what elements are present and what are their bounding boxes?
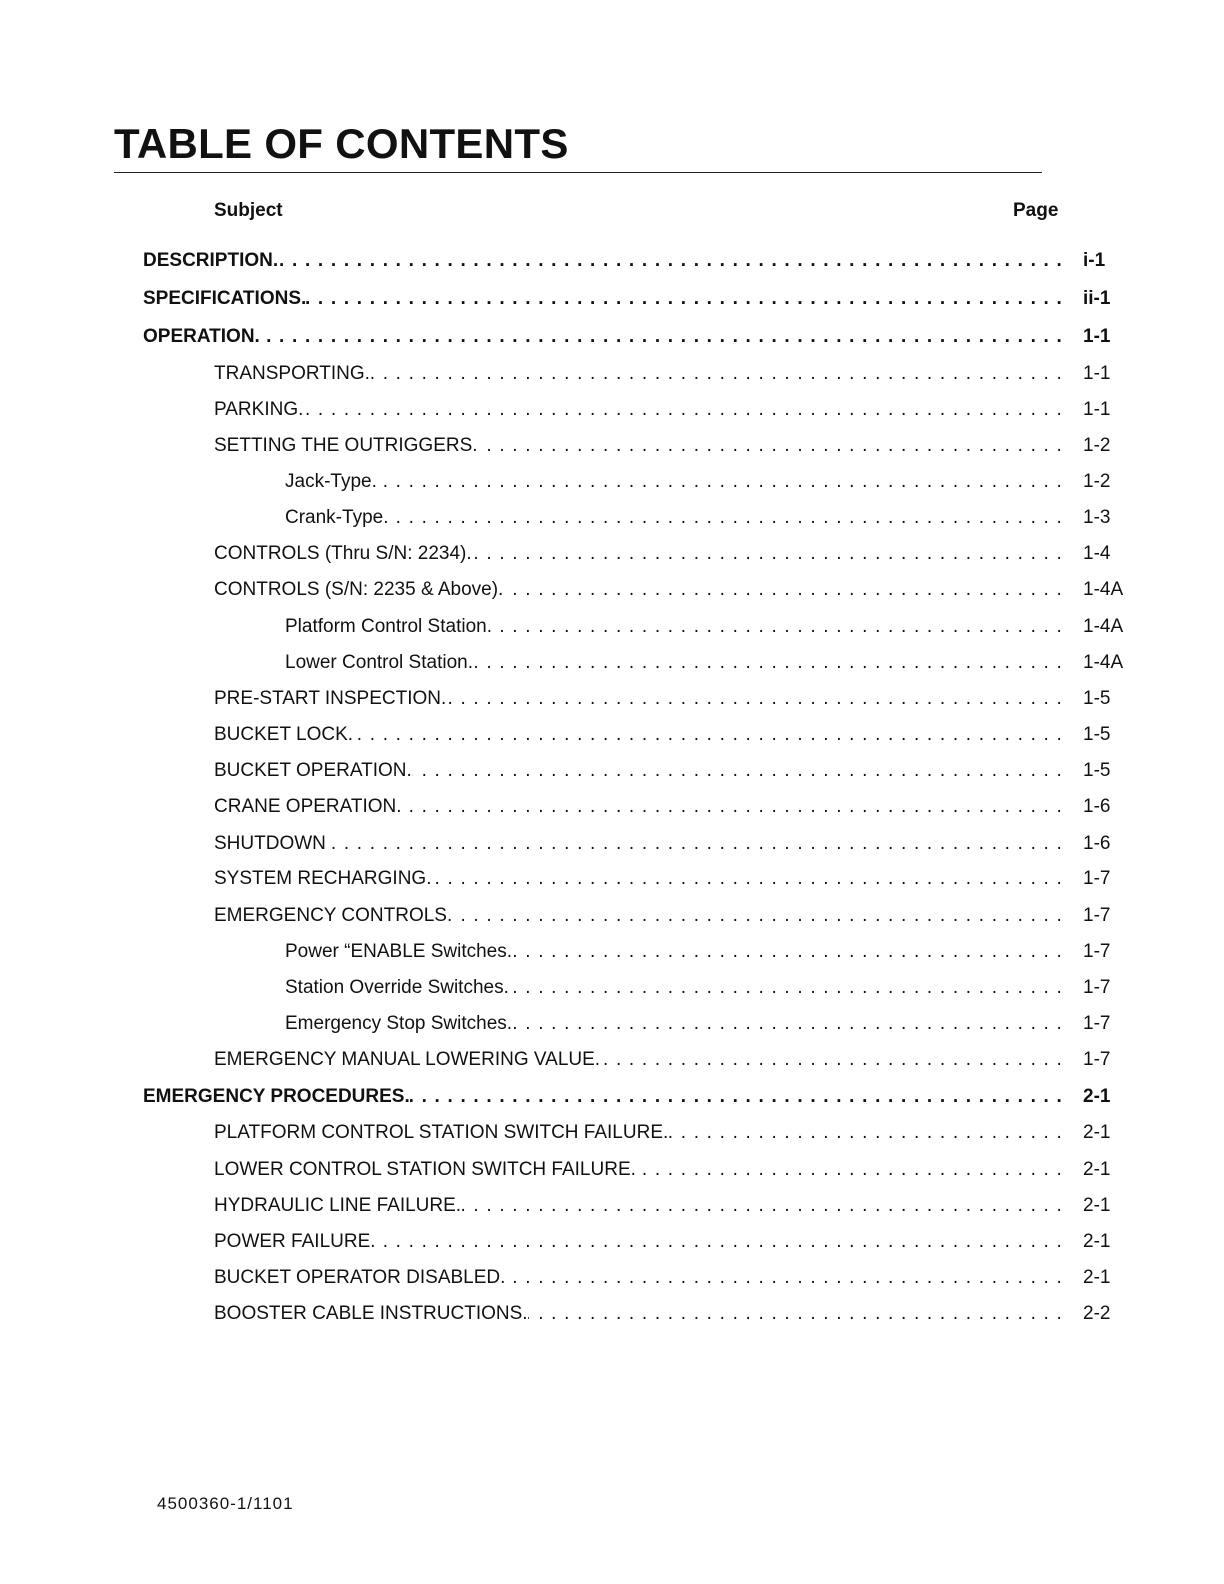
toc-entry-page: 1-4A: [1083, 652, 1124, 673]
dot-leader: [492, 614, 1063, 640]
toc-entry-label: CONTROLS (S/N: 2235 & Above).: [214, 579, 504, 600]
toc-entry[interactable]: [214, 1157, 1143, 1183]
toc-entry-page: 1-4A: [1083, 579, 1124, 600]
toc-entry-label: PARKING.: [214, 399, 304, 420]
dot-leader: [412, 758, 1063, 784]
toc-entry-label: Platform Control Station.: [285, 616, 492, 637]
toc-entry-label: SPECIFICATIONS.: [143, 288, 307, 309]
toc-entry-label: OPERATION.: [143, 326, 260, 347]
toc-entry[interactable]: [143, 324, 1143, 350]
toc-entry-label: EMERGENCY MANUAL LOWERING VALUE.: [214, 1049, 601, 1070]
toc-entry-label: BUCKET OPERATION.: [214, 760, 412, 781]
dot-leader: [278, 248, 1063, 274]
toc-entry-label: HYDRAULIC LINE FAILURE.: [214, 1195, 462, 1216]
dot-leader: [503, 577, 1063, 603]
toc-entry-label: EMERGENCY CONTROLS.: [214, 905, 453, 926]
toc-entry-label: Crank-Type.: [285, 507, 389, 528]
toc-entry-page: 1-7: [1083, 868, 1111, 889]
toc-entry[interactable]: [214, 722, 1143, 748]
toc-entry-page: 1-7: [1083, 977, 1111, 998]
toc-entry-label: Power “ENABLE Switches.: [285, 941, 513, 962]
dot-leader: [509, 975, 1063, 1001]
dot-leader: [377, 469, 1063, 495]
toc-entry-label: Station Override Switches.: [285, 977, 509, 998]
toc-entry-page: 1-1: [1083, 363, 1111, 384]
dot-leader: [512, 1011, 1063, 1037]
toc-entry[interactable]: [214, 1301, 1143, 1327]
toc-entry[interactable]: [143, 1084, 1143, 1110]
dot-leader: [512, 939, 1063, 965]
dot-leader: [353, 722, 1063, 748]
toc-entry[interactable]: [285, 505, 1143, 531]
toc-entry[interactable]: [214, 541, 1143, 567]
toc-entry-page: i-1: [1083, 250, 1106, 271]
document-number: 4500360-1/1101: [157, 1494, 294, 1513]
toc-entry[interactable]: [214, 686, 1143, 712]
toc-entry-page: 2-1: [1083, 1159, 1111, 1180]
toc-entry[interactable]: [285, 614, 1143, 640]
toc-entry-page: ii-1: [1083, 288, 1111, 309]
toc-entry[interactable]: [214, 866, 1143, 892]
toc-entry-page: 1-2: [1083, 435, 1111, 456]
subject-column-header: Subject: [214, 200, 283, 221]
dot-leader: [260, 324, 1063, 350]
toc-entry-label: PLATFORM CONTROL STATION SWITCH FAILURE.: [214, 1122, 669, 1143]
dot-leader: [303, 397, 1063, 423]
dot-leader: [370, 361, 1063, 387]
toc-entry[interactable]: [214, 758, 1143, 784]
dot-leader: [668, 1120, 1063, 1146]
toc-entry[interactable]: [285, 975, 1143, 1001]
toc-entry[interactable]: [214, 1193, 1143, 1219]
toc-entry-page: 1-1: [1083, 399, 1111, 420]
toc-entry-label: Emergency Stop Switches.: [285, 1013, 513, 1034]
toc-entry-label: CONTROLS (Thru S/N: 2234).: [214, 543, 472, 564]
dot-leader: [326, 831, 1063, 857]
toc-entry-label: TRANSPORTING.: [214, 363, 370, 384]
toc-entry-page: 1-7: [1083, 1013, 1111, 1034]
toc-entry-label: PRE-START INSPECTION.: [214, 688, 447, 709]
toc-entry[interactable]: [214, 433, 1143, 459]
toc-entry[interactable]: [285, 939, 1143, 965]
toc-entry-label: DESCRIPTION.: [143, 250, 279, 271]
toc-entry[interactable]: [285, 469, 1143, 495]
toc-entry[interactable]: [214, 1047, 1143, 1073]
toc-entry-page: 1-4A: [1083, 616, 1124, 637]
dot-leader: [306, 286, 1063, 312]
toc-entry-page: 1-5: [1083, 760, 1111, 781]
toc-entry-page: 1-5: [1083, 688, 1111, 709]
dot-leader: [473, 650, 1063, 676]
toc-entry-page: 1-1: [1083, 326, 1111, 347]
toc-entry[interactable]: [214, 794, 1143, 820]
toc-entry-label: BUCKET LOCK.: [214, 724, 354, 745]
page-title: TABLE OF CONTENTS: [114, 120, 569, 167]
toc-entry-label: Jack-Type.: [285, 471, 377, 492]
dot-leader: [452, 903, 1063, 929]
toc-entry[interactable]: [214, 903, 1143, 929]
dot-leader: [388, 505, 1063, 531]
dot-leader: [528, 1301, 1063, 1327]
dot-leader: [505, 1265, 1063, 1291]
toc-entry-page: 1-7: [1083, 1049, 1111, 1070]
toc-entry[interactable]: [143, 286, 1143, 312]
toc-entry[interactable]: [214, 1265, 1143, 1291]
toc-entry-page: 1-3: [1083, 507, 1111, 528]
toc-entry[interactable]: [285, 650, 1143, 676]
toc-entry-page: 2-1: [1083, 1231, 1111, 1252]
dot-leader: [478, 433, 1063, 459]
dot-leader: [446, 686, 1063, 712]
dot-leader: [431, 866, 1063, 892]
toc-entry-label: BOOSTER CABLE INSTRUCTIONS.: [214, 1303, 528, 1324]
toc-entry[interactable]: [214, 1120, 1143, 1146]
toc-entry-label: LOWER CONTROL STATION SWITCH FAILURE.: [214, 1159, 636, 1180]
toc-entry-page: 2-1: [1083, 1267, 1111, 1288]
toc-entry-page: 2-1: [1083, 1195, 1111, 1216]
toc-entry-label: CRANE OPERATION.: [214, 796, 402, 817]
toc-entry-page: 1-5: [1083, 724, 1111, 745]
dot-leader: [472, 541, 1063, 567]
dot-leader: [461, 1193, 1063, 1219]
dot-leader: [376, 1229, 1063, 1255]
dot-leader: [636, 1157, 1063, 1183]
toc-entry-page: 2-1: [1083, 1086, 1111, 1107]
toc-entry-page: 2-2: [1083, 1303, 1111, 1324]
toc-entry-page: 1-4: [1083, 543, 1111, 564]
toc-entry[interactable]: [214, 361, 1143, 387]
dot-leader: [402, 794, 1063, 820]
toc-entry-page: 1-6: [1083, 796, 1111, 817]
toc-entry-page: 2-1: [1083, 1122, 1111, 1143]
toc-entry-label: BUCKET OPERATOR DISABLED.: [214, 1267, 506, 1288]
toc-entry-label: SYSTEM RECHARGING.: [214, 868, 432, 889]
toc-entry-page: 1-2: [1083, 471, 1111, 492]
toc-entry-label: SETTING THE OUTRIGGERS.: [214, 435, 478, 456]
toc-entry-label: Lower Control Station.: [285, 652, 473, 673]
toc-entry-label: EMERGENCY PROCEDURES.: [143, 1086, 410, 1107]
toc-entry-label: POWER FAILURE.: [214, 1231, 376, 1252]
page-column-header: Page: [1013, 200, 1059, 221]
toc-entry[interactable]: [214, 577, 1143, 603]
dot-leader: [410, 1084, 1063, 1110]
toc-entry-page: 1-7: [1083, 941, 1111, 962]
toc-entry-label: SHUTDOWN: [214, 833, 326, 854]
toc-entry-page: 1-6: [1083, 833, 1111, 854]
toc-entry[interactable]: [214, 1229, 1143, 1255]
toc-entry-page: 1-7: [1083, 905, 1111, 926]
toc-entry[interactable]: [143, 248, 1143, 274]
toc-entry[interactable]: [214, 831, 1143, 857]
toc-entry[interactable]: [285, 1011, 1143, 1037]
dot-leader: [600, 1047, 1063, 1073]
toc-entry[interactable]: [214, 397, 1143, 423]
